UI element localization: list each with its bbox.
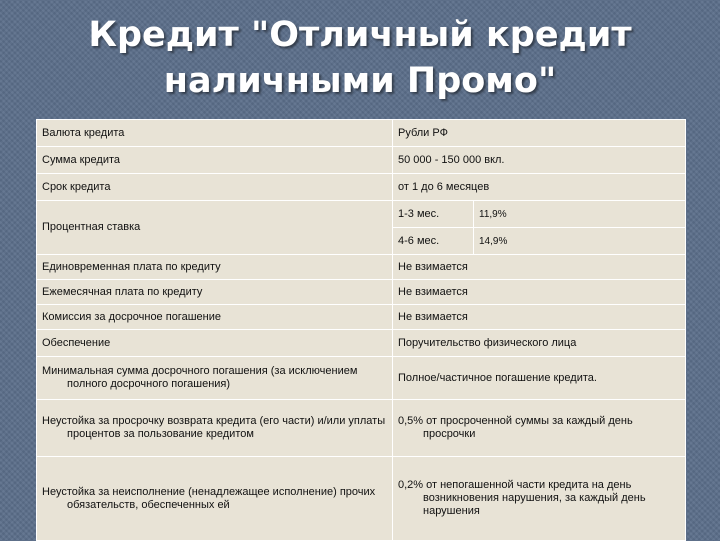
table-row-penalty-other bbox=[37, 457, 686, 541]
table-row-monthly-fee bbox=[37, 280, 686, 305]
table-row-amount bbox=[37, 147, 686, 174]
row-label: Единовременная плата по кредиту bbox=[37, 255, 393, 280]
row-value: Не взимается bbox=[393, 255, 686, 280]
row-value: 0,5% от просроченной суммы за каждый день просрочки bbox=[393, 400, 686, 457]
table-row-term bbox=[37, 174, 686, 201]
row-value: Полное/частичное погашение кредита. bbox=[393, 357, 686, 400]
row-label: Неустойка за просрочку возврата кредита (его части) и/или уплаты процентов за пользование кредитом bbox=[37, 400, 393, 457]
rate-period: 4-6 мес. bbox=[393, 228, 474, 255]
row-value: Не взимается bbox=[393, 305, 686, 330]
row-value: Поручительство физического лица bbox=[393, 330, 686, 357]
table-row-security bbox=[37, 330, 686, 357]
row-value: от 1 до 6 месяцев bbox=[393, 174, 686, 201]
slide-title bbox=[60, 12, 660, 104]
loan-terms-table bbox=[36, 119, 686, 541]
table-row-currency bbox=[37, 120, 686, 147]
row-label: Ежемесячная плата по кредиту bbox=[37, 280, 393, 305]
row-value: 0,2% от непогашенной части кредита на день возникновения нарушения, за каждый день нарушения bbox=[393, 457, 686, 541]
row-label: Сумма кредита bbox=[37, 147, 393, 174]
slide-title-line-1: Кредит "Отличный кредит bbox=[88, 15, 632, 55]
rate-value: 11,9% bbox=[474, 201, 686, 228]
row-label: Минимальная сумма досрочного погашения (за исключением полного досрочного погашения) bbox=[37, 357, 393, 400]
table-row-min-early bbox=[37, 357, 686, 400]
row-value: 50 000 - 150 000 вкл. bbox=[393, 147, 686, 174]
rate-period: 1-3 мес. bbox=[393, 201, 474, 228]
row-label: Процентная ставка bbox=[37, 201, 393, 255]
table-row-rate-1 bbox=[37, 201, 686, 228]
slide-title-line-2: наличными Промо" bbox=[163, 61, 557, 101]
table-row-early-fee bbox=[37, 305, 686, 330]
row-label: Срок кредита bbox=[37, 174, 393, 201]
row-label: Обеспечение bbox=[37, 330, 393, 357]
row-label: Комиссия за досрочное погашение bbox=[37, 305, 393, 330]
rate-value: 14,9% bbox=[474, 228, 686, 255]
row-value: Не взимается bbox=[393, 280, 686, 305]
row-label: Неустойка за неисполнение (ненадлежащее исполнение) прочих обязательств, обеспеченных ей bbox=[37, 457, 393, 541]
table-row-penalty-late bbox=[37, 400, 686, 457]
row-label: Валюта кредита bbox=[37, 120, 393, 147]
table-row-one-time-fee bbox=[37, 255, 686, 280]
row-value: Рубли РФ bbox=[393, 120, 686, 147]
